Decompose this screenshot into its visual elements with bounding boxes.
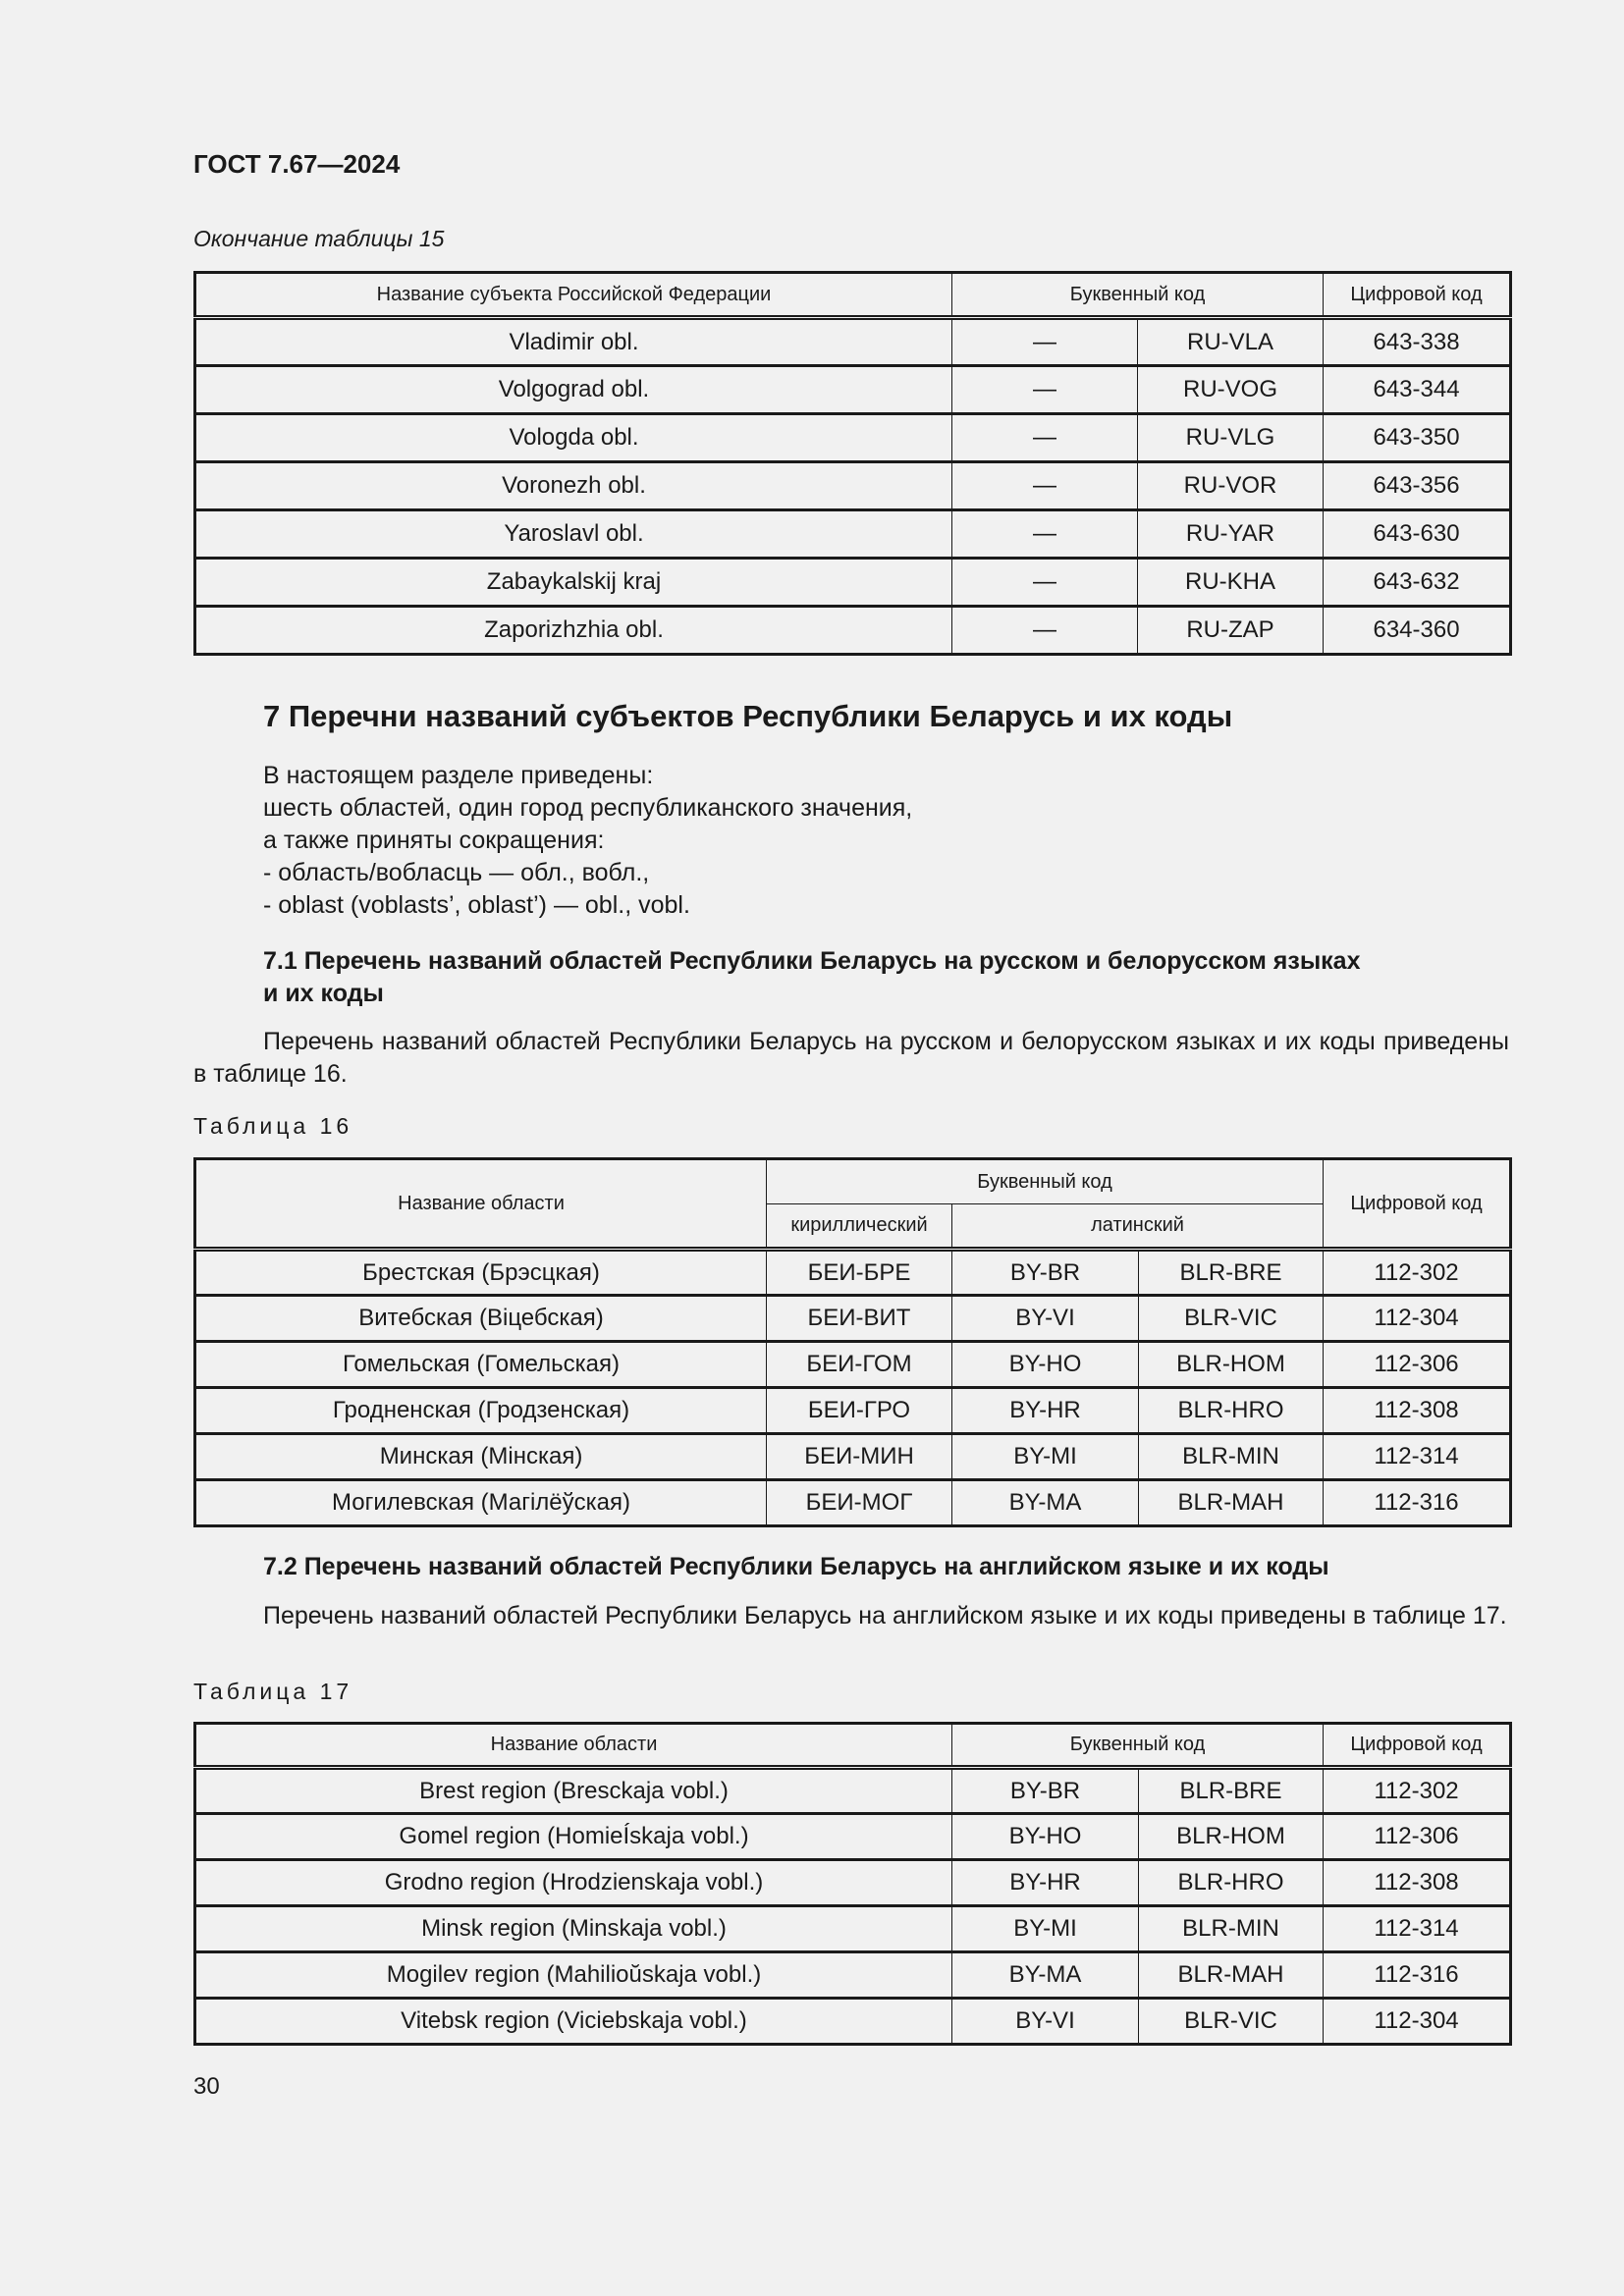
cell-latin3: BLR-BRE: [1139, 1250, 1324, 1296]
table15-continuation-caption: Окончание таблицы 15: [193, 226, 445, 251]
cell-code2: RU-KHA: [1138, 559, 1324, 607]
cell-numeric: 112-308: [1324, 1860, 1511, 1906]
cell-code2: RU-YAR: [1138, 510, 1324, 559]
section-7-list-item: - oblast (voblasts’, oblast’) — obl., vobl.: [263, 891, 690, 919]
col-header-numeric-code: Цифровой код: [1324, 273, 1511, 318]
col-header-name: Название области: [195, 1159, 767, 1250]
cell-numeric: 112-314: [1324, 1906, 1511, 1952]
table-16-label: Таблица 16: [193, 1113, 353, 1139]
cell-latin2: BY-HR: [952, 1388, 1139, 1434]
col-header-alpha-code: Буквенный код: [767, 1159, 1324, 1204]
cell-numeric: 112-308: [1324, 1388, 1511, 1434]
cell-numeric: 112-314: [1324, 1434, 1511, 1480]
cell-code1: —: [952, 318, 1138, 366]
table-17: [193, 1722, 1512, 2046]
cell-cyrillic: БЕИ-МОГ: [767, 1480, 952, 1526]
table-17-label: Таблица 17: [193, 1679, 353, 1704]
cell-numeric: 643-338: [1324, 318, 1511, 366]
table-row: [195, 462, 1511, 510]
table-row: [195, 1388, 1511, 1434]
cell-alpha3: BLR-MIN: [1139, 1906, 1324, 1952]
col-header-numeric-code: Цифровой код: [1324, 1159, 1511, 1250]
cell-name: Volgograd obl.: [195, 366, 952, 414]
cell-cyrillic: БЕИ-МИН: [767, 1434, 952, 1480]
cell-latin3: BLR-VIC: [1139, 1296, 1324, 1342]
cell-code1: —: [952, 462, 1138, 510]
cell-latin3: BLR-HRO: [1139, 1388, 1324, 1434]
col-header-alpha-code: Буквенный код: [952, 273, 1324, 318]
table-row: [195, 1906, 1511, 1952]
cell-alpha2: BY-VI: [952, 1999, 1139, 2045]
cell-numeric: 643-350: [1324, 414, 1511, 462]
cell-code1: —: [952, 559, 1138, 607]
col-header-latin: латинский: [952, 1204, 1324, 1250]
cell-numeric: 112-304: [1324, 1296, 1511, 1342]
cell-name: Брестская (Брэсцкая): [195, 1250, 767, 1296]
cell-numeric: 112-304: [1324, 1999, 1511, 2045]
cell-numeric: 112-302: [1324, 1250, 1511, 1296]
table-row: [195, 1434, 1511, 1480]
cell-name: Витебская (Віцебская): [195, 1296, 767, 1342]
table-row: [195, 1250, 1511, 1296]
table-row: [195, 559, 1511, 607]
cell-latin3: BLR-MAH: [1139, 1480, 1324, 1526]
cell-name: Voronezh obl.: [195, 462, 952, 510]
section-7-list-item: - область/вобласць — обл., вобл.,: [263, 859, 650, 886]
cell-numeric: 643-632: [1324, 559, 1511, 607]
document-id: ГОСТ 7.67—2024: [193, 149, 401, 179]
cell-name: Vladimir obl.: [195, 318, 952, 366]
cell-code2: RU-ZAP: [1138, 607, 1324, 655]
section-7-2-heading: 7.2 Перечень названий областей Республики Беларусь на английском языке и их коды: [263, 1553, 1329, 1580]
cell-alpha3: BLR-MAH: [1139, 1952, 1324, 1999]
cell-code1: —: [952, 366, 1138, 414]
col-header-alpha-code: Буквенный код: [952, 1724, 1324, 1768]
cell-alpha2: BY-MA: [952, 1952, 1139, 1999]
cell-name: Mogilev region (Mahilioŭskaja vobl.): [195, 1952, 952, 1999]
cell-name: Yaroslavl obl.: [195, 510, 952, 559]
cell-cyrillic: БЕИ-ГРО: [767, 1388, 952, 1434]
cell-alpha3: BLR-BRE: [1139, 1768, 1324, 1814]
cell-numeric: 643-356: [1324, 462, 1511, 510]
cell-name: Gomel region (HomieÍskaja vobl.): [195, 1814, 952, 1860]
section-7-1-paragraph: Перечень названий областей Республики Беларусь на русском и белорусском языках и их коды приведены в таблице 16.: [193, 1028, 1509, 1088]
cell-alpha3: BLR-VIC: [1139, 1999, 1324, 2045]
table-row: [195, 1952, 1511, 1999]
cell-latin2: BY-BR: [952, 1250, 1139, 1296]
page-number: 30: [193, 2073, 220, 2100]
table-16: [193, 1157, 1512, 1527]
cell-alpha3: BLR-HOM: [1139, 1814, 1324, 1860]
col-header-cyrillic: кириллический: [767, 1204, 952, 1250]
cell-numeric: 112-316: [1324, 1480, 1511, 1526]
section-7-line: а также приняты сокращения:: [263, 827, 605, 854]
cell-alpha2: BY-HR: [952, 1860, 1139, 1906]
cell-name: Zabaykalskij kraj: [195, 559, 952, 607]
cell-name: Grodno region (Hrodzienskaja vobl.): [195, 1860, 952, 1906]
table-15: [193, 271, 1512, 656]
section-7-line: В настоящем разделе приведены:: [263, 762, 654, 789]
cell-alpha2: BY-BR: [952, 1768, 1139, 1814]
cell-numeric: 112-302: [1324, 1768, 1511, 1814]
cell-code1: —: [952, 510, 1138, 559]
section-7-2-paragraph: Перечень названий областей Республики Беларусь на английском языке и их коды приведены в таблице 17.: [263, 1602, 1507, 1629]
cell-code2: RU-VLA: [1138, 318, 1324, 366]
cell-numeric: 643-344: [1324, 366, 1511, 414]
table-row: [195, 1768, 1511, 1814]
cell-cyrillic: БЕИ-БРЕ: [767, 1250, 952, 1296]
table-row: [195, 366, 1511, 414]
cell-code2: RU-VOR: [1138, 462, 1324, 510]
table-row: [195, 1814, 1511, 1860]
cell-name: Zaporizhzhia obl.: [195, 607, 952, 655]
cell-name: Гомельская (Гомельская): [195, 1342, 767, 1388]
table-row: [195, 607, 1511, 655]
cell-code1: —: [952, 607, 1138, 655]
cell-numeric: 643-630: [1324, 510, 1511, 559]
cell-name: Minsk region (Minskaja vobl.): [195, 1906, 952, 1952]
cell-name: Минская (Мінская): [195, 1434, 767, 1480]
cell-numeric: 112-316: [1324, 1952, 1511, 1999]
cell-latin2: BY-HO: [952, 1342, 1139, 1388]
section-7-heading: 7 Перечни названий субъектов Республики Беларусь и их коды: [263, 699, 1233, 733]
cell-alpha3: BLR-HRO: [1139, 1860, 1324, 1906]
section-7-line: шесть областей, один город республиканского значения,: [263, 794, 913, 822]
cell-numeric: 112-306: [1324, 1814, 1511, 1860]
table-row: [195, 1860, 1511, 1906]
section-7-1-heading-line2: и их коды: [263, 980, 384, 1007]
cell-numeric: 634-360: [1324, 607, 1511, 655]
cell-name: Гродненская (Гродзенская): [195, 1388, 767, 1434]
cell-code1: —: [952, 414, 1138, 462]
cell-latin2: BY-MI: [952, 1434, 1139, 1480]
cell-latin3: BLR-MIN: [1139, 1434, 1324, 1480]
cell-name: Brest region (Bresckaja vobl.): [195, 1768, 952, 1814]
table-row: [195, 1999, 1511, 2045]
table-row: [195, 1296, 1511, 1342]
section-7-1-heading-line1: 7.1 Перечень названий областей Республики Беларусь на русском и белорусском языках: [263, 947, 1361, 975]
cell-name: Vologda obl.: [195, 414, 952, 462]
table-row: [195, 510, 1511, 559]
table-row: [195, 1480, 1511, 1526]
cell-code2: RU-VLG: [1138, 414, 1324, 462]
table-row: [195, 414, 1511, 462]
section-7-1-heading: [263, 945, 1510, 1010]
cell-latin2: BY-VI: [952, 1296, 1139, 1342]
cell-code2: RU-VOG: [1138, 366, 1324, 414]
cell-cyrillic: БЕИ-ВИТ: [767, 1296, 952, 1342]
col-header-name: Название субъекта Российской Федерации: [195, 273, 952, 318]
table-row: [195, 1342, 1511, 1388]
cell-alpha2: BY-MI: [952, 1906, 1139, 1952]
cell-cyrillic: БЕИ-ГОМ: [767, 1342, 952, 1388]
cell-name: Vitebsk region (Viciebskaja vobl.): [195, 1999, 952, 2045]
cell-name: Могилевская (Магілёўская): [195, 1480, 767, 1526]
col-header-numeric-code: Цифровой код: [1324, 1724, 1511, 1768]
table-row: [195, 318, 1511, 366]
cell-latin3: BLR-HOM: [1139, 1342, 1324, 1388]
col-header-name: Название области: [195, 1724, 952, 1768]
cell-alpha2: BY-HO: [952, 1814, 1139, 1860]
cell-numeric: 112-306: [1324, 1342, 1511, 1388]
cell-latin2: BY-MA: [952, 1480, 1139, 1526]
